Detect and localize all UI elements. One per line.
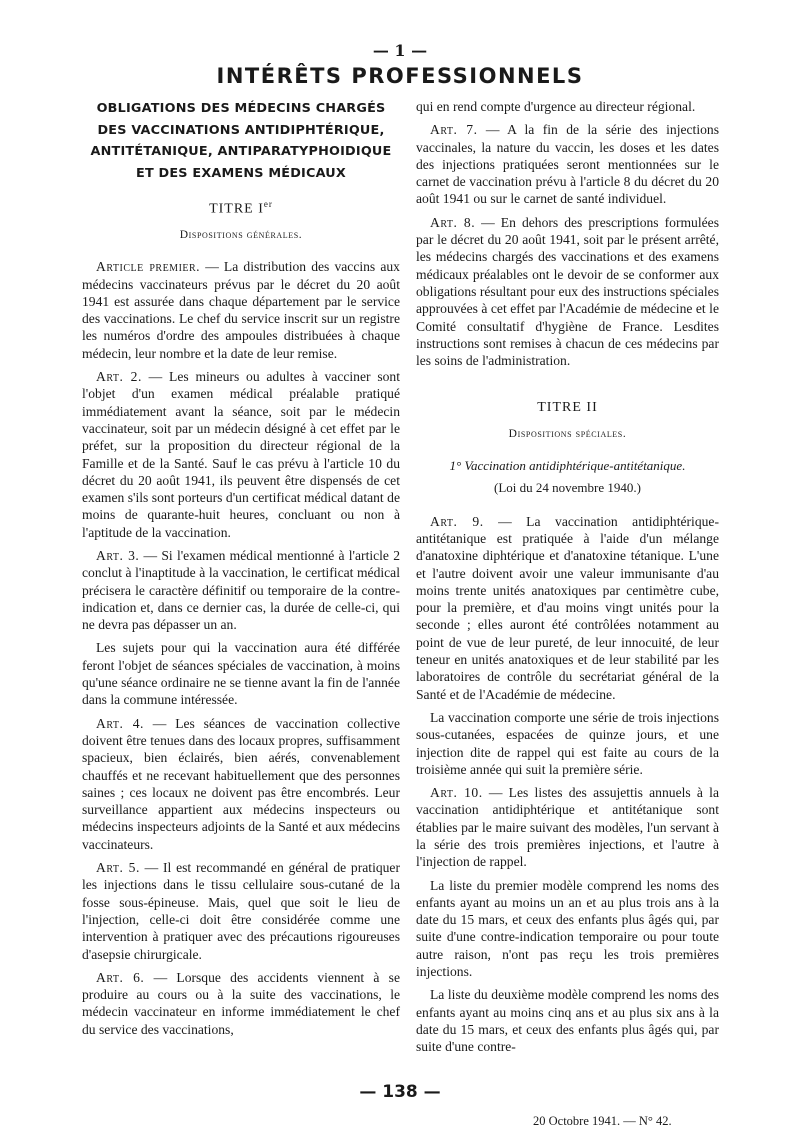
- article-text: — Les mineurs ou adultes à vacciner sont l'objet d'un examen médical préalable pratiqué immédiatement avant la séance, soit par le médecin vaccinateur, soit par un médecin désigné à cet effet par le préfet, sur la proposition du directeur régional de la Famille et de la Santé. Sauf le cas prévu à l'article 10 du décret du 20 août 1941, ils peuvent être dispensés de cet examen s'ils sont porteurs d'un certificat médical datant de moins de quarante-huit heures, concluant ou non à l'aptitude de la vaccination.: [82, 369, 400, 540]
- page-marker: — 1 —: [372, 41, 428, 60]
- body-paragraph: Les sujets pour qui la vaccination aura été différée feront l'objet de séances spéciales de vaccination, à moins qu'une séance ordinaire ne se tienne avant la fin de l'année dans la commune intéressée.: [82, 640, 400, 708]
- issue-footer: 20 Octobre 1941. — N° 42.: [533, 1114, 672, 1128]
- law-reference: (Loi du 24 novembre 1940.): [494, 480, 641, 496]
- article-label: Art. 10.: [430, 785, 483, 801]
- article-text: — Lorsque des accidents viennent à se produire au cours ou à la suite des vaccinations, le médecin vaccinateur en informe immédiatement le chef du service des vaccinations,: [82, 969, 400, 1037]
- subtitle-line: DES VACCINATIONS ANTIDIPHTÉRIQUE,: [97, 122, 385, 138]
- article-paragraph: [416, 513, 719, 703]
- section-title: INTÉRÊTS PROFESSIONNELS: [216, 64, 584, 88]
- section-heading: Dispositions générales.: [179, 228, 303, 241]
- article-paragraph: [82, 368, 400, 541]
- body-paragraph: La vaccination comporte une série de trois injections sous-cutanées, espacées de quinze jours, et une injection dite de rappel qui est faite au cours de la troisième année qui suit la première série.: [416, 709, 719, 777]
- subtitle-line: ET DES EXAMENS MÉDICAUX: [136, 165, 346, 181]
- article-text: — Il est recommandé en général de pratiquer les injections dans le tissu cellulaire sous-cutané de la fosse sous-épineuse. Mais, quel que soit le lieu de l'injection, celle-ci doit être considérée comme une intervention à pratiquer avec des précautions rigoureuses d'asepsie chirurgicale.: [82, 860, 400, 962]
- section-heading: Dispositions spéciales.: [508, 427, 627, 440]
- article-paragraph: [82, 859, 400, 963]
- article-label: Art. 4.: [96, 715, 144, 731]
- article-subtitle: [82, 98, 400, 184]
- subtitle-line: ANTITÉTANIQUE, ANTIPARATYPHOIDIQUE: [90, 144, 392, 159]
- titre-heading: TITRE II: [537, 400, 598, 416]
- body-paragraph: La liste du deuxième modèle comprend les noms des enfants ayant au moins cinq ans et au plus six ans à la date du 15 mars, et ceux des enfants plus âgés qui, par suite d'une contre-: [416, 987, 719, 1055]
- titre-superscript: er: [263, 199, 273, 209]
- article-text: — Si l'examen médical mentionné à l'article 2 conclut à l'inaptitude à la vaccination, le certificat médical précisera le caractère définitif ou temporaire de la contre-indication et, dans ce dernier cas, la durée de celle-ci, qui ne devra pas dépasser un an.: [82, 548, 400, 633]
- article-text: — Les listes des assujettis annuels à la vaccination antidiphtérique et antitétanique sont établies par le maire suivant des modèles, l'un servant à la série des trois premières injections, et l'autre à l'injection de rappel.: [416, 785, 719, 870]
- spacer: [416, 375, 719, 399]
- page-number: — 138 —: [359, 1082, 441, 1102]
- subtitle-line: OBLIGATIONS DES MÉDECINS CHARGÉS: [96, 101, 386, 116]
- article-paragraph: [82, 969, 400, 1038]
- article-paragraph: [416, 121, 719, 207]
- article-label: Art. 9.: [430, 513, 484, 529]
- article-paragraph: [82, 715, 400, 853]
- article-label: Art. 8.: [430, 214, 476, 230]
- titre-heading: [82, 196, 400, 218]
- article-label: Art. 2.: [96, 369, 142, 385]
- left-column: [82, 98, 400, 1044]
- article-text: — Les séances de vaccination collective doivent être tenues dans des locaux propres, suffisamment spacieux, bien éclairés, bien aérés, convenablement chauffés et ne recevant habituellement que des personnes saines ; ces locaux ne doivent pas être encombrés. Leur surveillance appartient aux médecins inspecteurs ou médecins inspecteurs adjoints de la Santé et aux médecins vaccinateurs.: [82, 715, 400, 852]
- article-label: Art. 5.: [96, 860, 140, 876]
- body-paragraph: qui en rend compte d'urgence au directeur régional.: [416, 99, 696, 114]
- article-paragraph: [416, 214, 719, 370]
- titre-label: TITRE I: [209, 201, 264, 217]
- article-paragraph: [82, 258, 400, 362]
- article-text: — A la fin de la série des injections vaccinales, la nature du vaccin, les doses et les dates des injections pratiquées seront mentionnées sur le carnet de vaccination prévu à l'article 8 du décret du 20 août 1941 ou sur le carnet de santé individuel.: [416, 122, 719, 207]
- article-paragraph: [416, 784, 719, 870]
- article-label: Art. 7.: [430, 122, 478, 138]
- article-label: Article premier.: [96, 259, 201, 275]
- body-paragraph: La liste du premier modèle comprend les noms des enfants ayant au moins un an et au plus trois ans à la date du 15 mars, et ceux des enfants plus âgés qui, par suite d'une contre-indication temporaire ou pour toute autre raison, n'ont pas reçu les trois premières injections.: [416, 877, 719, 980]
- article-label: Art. 6.: [96, 969, 145, 985]
- article-text: — La vaccination antidiphtérique-antitétanique est pratiquée à l'aide d'un mélange d'anatoxine diphtérique et d'anatoxine tétanique. L'une et l'autre doivent avoir une valeur immunisante d'au moins trente unités anatoxiques par centimètre cube, pour la première, et d'au moins vingt unités pour la seconde ; elles auront été contrôlées notamment au point de vue de leur pureté, de leur innocuité, de leur teneur en unités anatoxiques et de leur stabilité par les laboratoires de contrôle du secrétariat général de la Santé et de l'Académie de médecine.: [416, 513, 719, 702]
- article-text: — La distribution des vaccins aux médecins vaccinateurs prévus par le décret du 20 août 1941 est assurée dans chaque département par le service des vaccinations. Le chef du service inscrit sur un registre les numéros d'ordre des ampoules distribuées à chaque médecin, leur nombre et la date de leur remise.: [82, 259, 400, 361]
- subsection-heading: 1° Vaccination antidiphtérique-antitétanique.: [449, 458, 686, 474]
- right-column: [416, 98, 719, 1062]
- article-label: Art. 3.: [96, 548, 140, 563]
- article-paragraph: [82, 547, 400, 633]
- article-text: — En dehors des prescriptions formulées par le décret du 20 août 1941, soit par le présent arrêté, les médecins chargés des vaccinations et des examens médicaux préalables ont le devoir de se conformer aux obligations résultant pour eux des instructions spéciales approuvées à cet effet par l'Académie de médecine et le Comité consultatif d'hygiène de France. Lesdites instructions sont remises à chacun de ces médecins par les soins de l'administration.: [416, 214, 719, 369]
